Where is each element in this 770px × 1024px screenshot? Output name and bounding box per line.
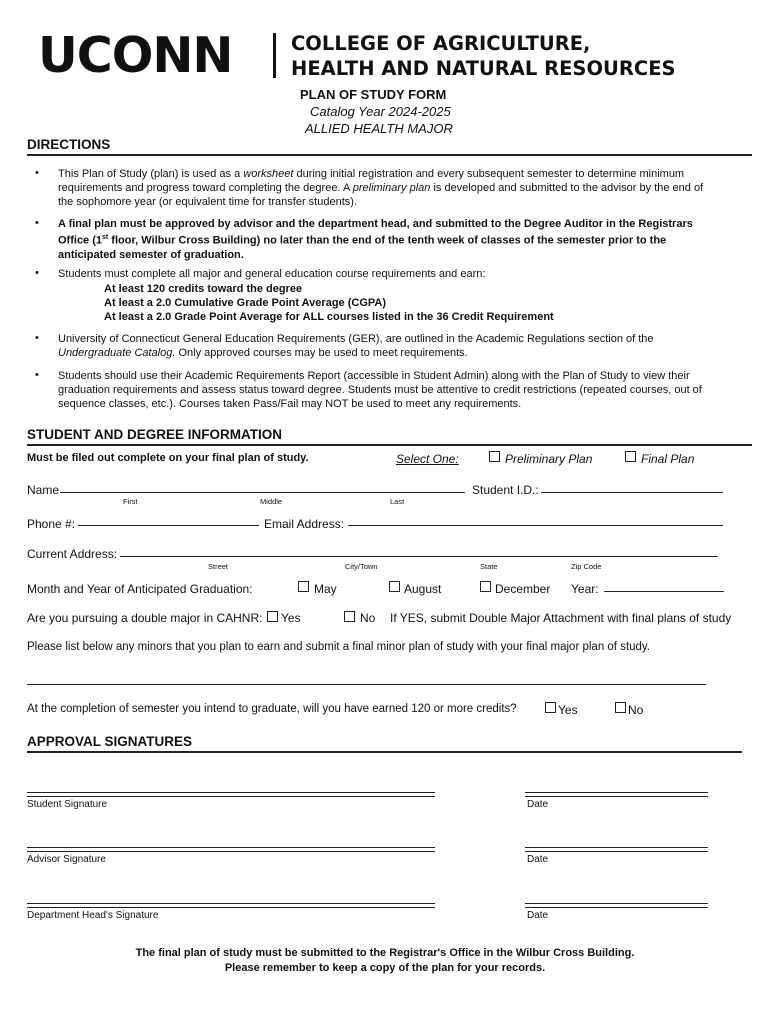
year-label: Year:: [571, 582, 599, 596]
signature-double-line: [525, 796, 708, 797]
preliminary-plan-checkbox[interactable]: [489, 451, 500, 462]
text: This Plan of Study (plan) is used as a: [58, 168, 244, 180]
state-label: State: [480, 562, 498, 571]
advisor-date-label: Date: [527, 854, 549, 865]
major-name: ALLIED HEALTH MAJOR: [305, 121, 453, 136]
double-major-no-label: No: [360, 611, 376, 625]
dept-date-field[interactable]: [525, 903, 708, 904]
zip-label: Zip Code: [571, 562, 602, 571]
final-plan-checkbox[interactable]: [625, 451, 636, 462]
credits-no-checkbox[interactable]: [615, 702, 626, 713]
advisor-date-field[interactable]: [525, 847, 708, 848]
directions-heading: DIRECTIONS: [27, 137, 111, 152]
dept-signature-field[interactable]: [27, 903, 435, 904]
name-field[interactable]: [60, 492, 465, 493]
student-date-field[interactable]: [525, 792, 708, 793]
double-major-yes-checkbox[interactable]: [267, 611, 278, 622]
middle-label: Middle: [260, 497, 283, 506]
year-field[interactable]: [604, 591, 724, 592]
credits-yes-checkbox[interactable]: [545, 702, 556, 713]
advisor-signature-field[interactable]: [27, 847, 435, 848]
logo-divider: [273, 33, 276, 78]
first-label: First: [123, 497, 138, 506]
direction-item-5: Students should use their Academic Requirements Report (accessible in Student Admin) along with the Plan of Study to view their graduation requirements and assess status toward degree. Students must be attentive to credit restrictions (repeated courses, out of sequence classes, etc.). Courses taken Pass/Fail may NOT be used to meet any requirements.: [58, 370, 702, 410]
requirement-3: At least a 2.0 Grade Point Average for ALL courses listed in the 36 Credit Requirement: [104, 311, 554, 323]
email-field[interactable]: [348, 525, 723, 526]
credits-no-label: No: [628, 703, 644, 717]
dept-signature-label: Department Head's Signature: [27, 910, 159, 921]
city-label: City/Town: [345, 562, 378, 571]
grad-label: Month and Year of Anticipated Graduation:: [27, 582, 253, 596]
double-major-yes-label: Yes: [281, 611, 301, 625]
phone-field[interactable]: [78, 525, 259, 526]
student-signature-label: Student Signature: [27, 799, 108, 810]
college-name: [291, 31, 676, 81]
text: floor, Wilbur Cross Building) no later than the end of the tenth week of classes of the semester prior to the anticipated semester of graduation.: [58, 234, 667, 261]
phone-label: Phone #:: [27, 517, 76, 531]
text-italic: Undergraduate Catalog.: [58, 347, 176, 359]
may-checkbox[interactable]: [298, 581, 309, 592]
student-id-label: Student I.D.:: [472, 483, 539, 497]
bullet: •: [35, 332, 39, 344]
signature-double-line: [525, 851, 708, 852]
address-label: Current Address:: [27, 547, 118, 561]
approval-heading: APPROVAL SIGNATURES: [27, 734, 193, 749]
must-file-note: Must be filed out complete on your final plan of study.: [27, 452, 309, 464]
name-label: Name: [27, 483, 60, 497]
bullet: •: [35, 217, 39, 229]
double-major-label: Are you pursuing a double major in CAHNR:: [27, 611, 263, 625]
text: during initial registration and every subsequent semester to determine minimum requirements and progress toward completing the degree. A: [58, 168, 685, 194]
final-plan-label: Final Plan: [641, 452, 695, 466]
signature-double-line: [27, 907, 435, 908]
last-label: Last: [390, 497, 405, 506]
text: is developed and submitted to the advisor by the end of the sophomore year (or equivalent time for transfer students).: [58, 182, 704, 208]
august-label: August: [404, 582, 442, 596]
college-line-1: COLLEGE OF AGRICULTURE,: [291, 32, 591, 55]
student-id-field[interactable]: [541, 492, 723, 493]
signature-double-line: [27, 851, 435, 852]
august-checkbox[interactable]: [389, 581, 400, 592]
text: Only approved courses may be used to meet requirements.: [175, 347, 468, 359]
credits-yes-label: Yes: [558, 703, 578, 717]
footer-line-1: The final plan of study must be submitted to the Registrar's Office in the Wilbur Cross Building.: [135, 947, 635, 959]
text-italic: preliminary plan: [352, 182, 431, 194]
footer-line-2: Please remember to keep a copy of the plan for your records.: [224, 962, 546, 974]
superscript: st: [102, 234, 109, 241]
bullet: •: [35, 267, 39, 279]
double-major-note: If YES, submit Double Major Attachment with final plans of study: [390, 611, 732, 625]
signature-double-line: [27, 796, 435, 797]
may-label: May: [314, 582, 337, 596]
text: University of Connecticut General Education Requirements (GER), are outlined in the Academic Regulations section of the: [58, 333, 654, 345]
uconn-logo: UCONN: [38, 27, 233, 84]
bullet: •: [35, 369, 39, 381]
college-line-2: HEALTH AND NATURAL RESOURCES: [291, 57, 676, 80]
advisor-signature-label: Advisor Signature: [27, 854, 106, 865]
minors-field[interactable]: [27, 684, 706, 685]
requirement-1: At least 120 credits toward the degree: [104, 283, 303, 295]
address-field[interactable]: [120, 556, 718, 557]
text-italic: worksheet: [243, 168, 294, 180]
section-rule: [27, 154, 752, 156]
direction-item-4: [58, 332, 718, 360]
student-signature-field[interactable]: [27, 792, 435, 793]
minors-instruction: Please list below any minors that you plan to earn and submit a final minor plan of study with your final major plan of study.: [27, 641, 651, 653]
direction-item-2: [58, 217, 718, 262]
december-checkbox[interactable]: [480, 581, 491, 592]
bullet: •: [35, 167, 39, 179]
december-label: December: [495, 582, 551, 596]
catalog-year: Catalog Year 2024-2025: [310, 104, 451, 119]
street-label: Street: [208, 562, 229, 571]
credits-question: At the completion of semester you intend to graduate, will you have earned 120 or more credits?: [27, 703, 517, 715]
signature-double-line: [525, 907, 708, 908]
student-date-label: Date: [527, 799, 549, 810]
requirement-2: At least a 2.0 Cumulative Grade Point Average (CGPA): [104, 297, 387, 309]
direction-item-1: [58, 167, 718, 209]
dept-date-label: Date: [527, 910, 549, 921]
double-major-no-checkbox[interactable]: [344, 611, 355, 622]
text: A final plan must be approved by advisor and the department head, and submitted to the Degree Auditor in the Registrars Office (1: [58, 218, 693, 247]
form-title: PLAN OF STUDY FORM: [300, 87, 447, 102]
section-rule: [27, 751, 742, 753]
select-one-label: Select One:: [396, 452, 459, 466]
preliminary-plan-label: Preliminary Plan: [505, 452, 593, 466]
section-rule: [27, 444, 752, 446]
student-info-heading: STUDENT AND DEGREE INFORMATION: [27, 427, 282, 442]
email-label: Email Address:: [264, 517, 345, 531]
direction-item-3: Students must complete all major and general education course requirements and earn:: [58, 268, 486, 280]
